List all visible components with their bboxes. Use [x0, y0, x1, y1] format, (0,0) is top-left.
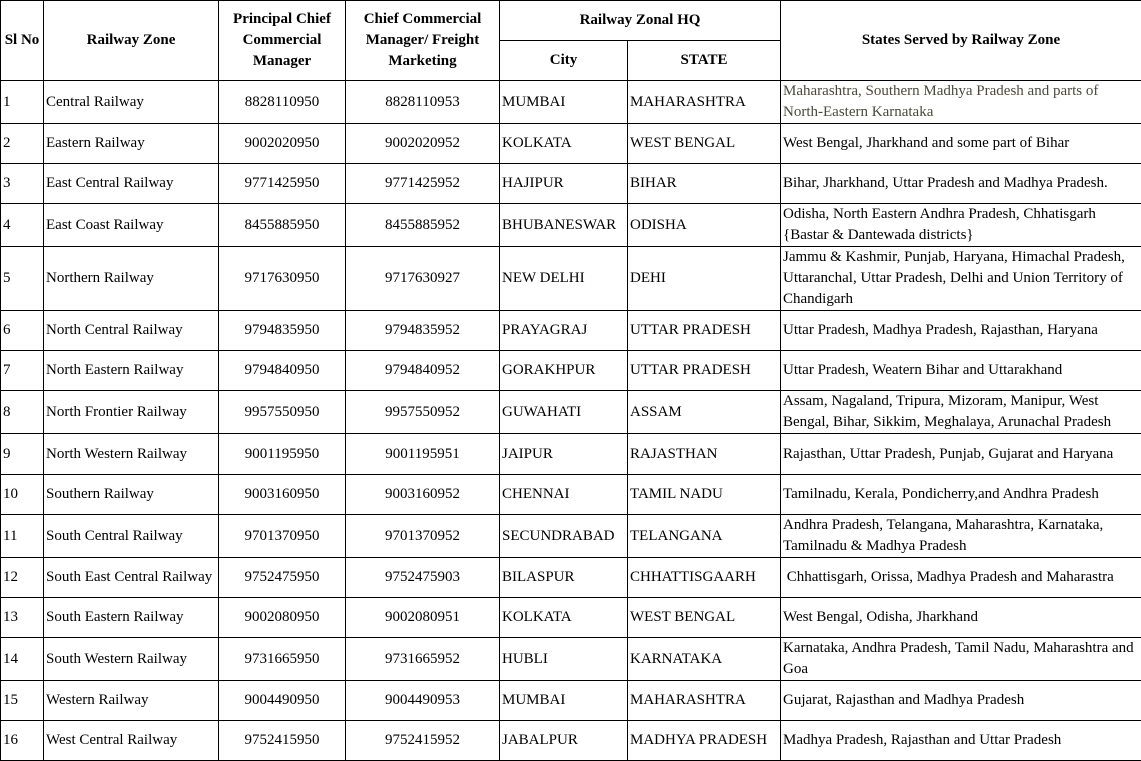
state-cell: UTTAR PRADESH: [628, 311, 781, 351]
table-row: [1, 721, 1141, 761]
city-cell: KOLKATA: [500, 124, 628, 164]
state-cell: TELANGANA: [628, 515, 781, 558]
zone-cell: West Central Railway: [44, 721, 219, 761]
header-railway-zone: Railway Zone: [44, 1, 219, 81]
state-cell: WEST BENGAL: [628, 124, 781, 164]
ccm-phone-cell: 9002020952: [346, 124, 500, 164]
states-served-cell: West Bengal, Odisha, Jharkhand: [781, 598, 1141, 638]
header-principal-chief-commercial-manager: Principal Chief Commercial Manager: [219, 1, 346, 81]
sl-no-cell: 5: [1, 247, 44, 311]
sl-no-cell: 14: [1, 638, 44, 681]
city-cell: MUMBAI: [500, 681, 628, 721]
state-cell: CHHATTISGAARH: [628, 558, 781, 598]
table-row: [1, 351, 1141, 391]
states-served-cell: West Bengal, Jharkhand and some part of Bihar: [781, 124, 1141, 164]
sl-no-cell: 1: [1, 81, 44, 124]
ccm-phone-cell: 9004490953: [346, 681, 500, 721]
city-cell: GUWAHATI: [500, 391, 628, 434]
state-cell: DEHI: [628, 247, 781, 311]
sl-no-cell: 15: [1, 681, 44, 721]
header-states-served: States Served by Railway Zone: [781, 1, 1141, 81]
states-served-cell: Tamilnadu, Kerala, Pondicherry,and Andhra Pradesh: [781, 475, 1141, 515]
table-row: [1, 391, 1141, 434]
pccm-phone-cell: 9004490950: [219, 681, 346, 721]
pccm-phone-cell: 8828110950: [219, 81, 346, 124]
sl-no-cell: 4: [1, 204, 44, 247]
sl-no-cell: 2: [1, 124, 44, 164]
pccm-phone-cell: 8455885950: [219, 204, 346, 247]
zone-cell: East Central Railway: [44, 164, 219, 204]
state-cell: KARNATAKA: [628, 638, 781, 681]
table-row: [1, 681, 1141, 721]
table-row: [1, 124, 1141, 164]
sl-no-cell: 16: [1, 721, 44, 761]
ccm-phone-cell: 8455885952: [346, 204, 500, 247]
pccm-phone-cell: 9752475950: [219, 558, 346, 598]
state-cell: WEST BENGAL: [628, 598, 781, 638]
states-served-cell: Bihar, Jharkhand, Uttar Pradesh and Madhya Pradesh.: [781, 164, 1141, 204]
city-cell: CHENNAI: [500, 475, 628, 515]
state-cell: ASSAM: [628, 391, 781, 434]
zone-cell: Southern Railway: [44, 475, 219, 515]
city-cell: JABALPUR: [500, 721, 628, 761]
zone-cell: North Central Railway: [44, 311, 219, 351]
city-cell: SECUNDRABAD: [500, 515, 628, 558]
header-chief-commercial-manager-freight: Chief Commercial Manager/ Freight Marketing: [346, 1, 500, 81]
ccm-phone-cell: 9771425952: [346, 164, 500, 204]
states-served-cell: Jammu & Kashmir, Punjab, Haryana, Himachal Pradesh, Uttaranchal, Uttar Pradesh, Delhi and Union Territory of Chandigarh: [781, 247, 1141, 311]
state-cell: BIHAR: [628, 164, 781, 204]
pccm-phone-cell: 9731665950: [219, 638, 346, 681]
city-cell: BHUBANESWAR: [500, 204, 628, 247]
header-row-top: [1, 1, 1141, 41]
states-served-cell: Assam, Nagaland, Tripura, Mizoram, Manipur, West Bengal, Bihar, Sikkim, Meghalaya, Arunachal Pradesh: [781, 391, 1141, 434]
city-cell: BILASPUR: [500, 558, 628, 598]
states-served-cell: Andhra Pradesh, Telangana, Maharashtra, Karnataka, Tamilnadu & Madhya Pradesh: [781, 515, 1141, 558]
states-served-cell: Uttar Pradesh, Weatern Bihar and Uttarakhand: [781, 351, 1141, 391]
city-cell: GORAKHPUR: [500, 351, 628, 391]
states-served-cell: Madhya Pradesh, Rajasthan and Uttar Pradesh: [781, 721, 1141, 761]
table-row: [1, 311, 1141, 351]
city-cell: KOLKATA: [500, 598, 628, 638]
table-row: [1, 434, 1141, 475]
table-row: [1, 598, 1141, 638]
zone-cell: East Coast Railway: [44, 204, 219, 247]
header-zonal-hq: Railway Zonal HQ: [500, 1, 781, 41]
sl-no-cell: 10: [1, 475, 44, 515]
zone-cell: South Central Railway: [44, 515, 219, 558]
state-cell: MAHARASHTRA: [628, 81, 781, 124]
pccm-phone-cell: 9717630950: [219, 247, 346, 311]
ccm-phone-cell: 9701370952: [346, 515, 500, 558]
header-sl-no: Sl No: [1, 1, 44, 81]
ccm-phone-cell: 9731665952: [346, 638, 500, 681]
zone-cell: South Western Railway: [44, 638, 219, 681]
states-served-cell: Rajasthan, Uttar Pradesh, Punjab, Gujarat and Haryana: [781, 434, 1141, 475]
zone-cell: South East Central Railway: [44, 558, 219, 598]
state-cell: TAMIL NADU: [628, 475, 781, 515]
sl-no-cell: 7: [1, 351, 44, 391]
ccm-phone-cell: 9794835952: [346, 311, 500, 351]
state-cell: RAJASTHAN: [628, 434, 781, 475]
ccm-phone-cell: 8828110953: [346, 81, 500, 124]
pccm-phone-cell: 9002020950: [219, 124, 346, 164]
states-served-cell: Maharashtra, Southern Madhya Pradesh and parts of North-Eastern Karnataka: [781, 81, 1141, 124]
pccm-phone-cell: 9752415950: [219, 721, 346, 761]
city-cell: HAJIPUR: [500, 164, 628, 204]
table-row: [1, 164, 1141, 204]
state-cell: MADHYA PRADESH: [628, 721, 781, 761]
states-served-cell: Uttar Pradesh, Madhya Pradesh, Rajasthan, Haryana: [781, 311, 1141, 351]
ccm-phone-cell: 9001195951: [346, 434, 500, 475]
sl-no-cell: 3: [1, 164, 44, 204]
ccm-phone-cell: 9752415952: [346, 721, 500, 761]
ccm-phone-cell: 9717630927: [346, 247, 500, 311]
table-row: [1, 638, 1141, 681]
zone-cell: North Western Railway: [44, 434, 219, 475]
zone-cell: Eastern Railway: [44, 124, 219, 164]
ccm-phone-cell: 9002080951: [346, 598, 500, 638]
ccm-phone-cell: 9957550952: [346, 391, 500, 434]
city-cell: NEW DELHI: [500, 247, 628, 311]
pccm-phone-cell: 9794835950: [219, 311, 346, 351]
pccm-phone-cell: 9701370950: [219, 515, 346, 558]
sl-no-cell: 12: [1, 558, 44, 598]
city-cell: PRAYAGRAJ: [500, 311, 628, 351]
zone-cell: Northern Railway: [44, 247, 219, 311]
pccm-phone-cell: 9001195950: [219, 434, 346, 475]
pccm-phone-cell: 9003160950: [219, 475, 346, 515]
header-state: STATE: [628, 41, 781, 81]
pccm-phone-cell: 9002080950: [219, 598, 346, 638]
sl-no-cell: 11: [1, 515, 44, 558]
table-row: [1, 204, 1141, 247]
zone-cell: North Eastern Railway: [44, 351, 219, 391]
table-row: [1, 515, 1141, 558]
states-served-cell: Gujarat, Rajasthan and Madhya Pradesh: [781, 681, 1141, 721]
city-cell: MUMBAI: [500, 81, 628, 124]
sl-no-cell: 9: [1, 434, 44, 475]
table-row: [1, 81, 1141, 124]
pccm-phone-cell: 9771425950: [219, 164, 346, 204]
ccm-phone-cell: 9794840952: [346, 351, 500, 391]
header-city: City: [500, 41, 628, 81]
states-served-cell: Chhattisgarh, Orissa, Madhya Pradesh and Maharastra: [781, 558, 1141, 598]
ccm-phone-cell: 9003160952: [346, 475, 500, 515]
ccm-phone-cell: 9752475903: [346, 558, 500, 598]
states-served-cell: Odisha, North Eastern Andhra Pradesh, Chhatisgarh {Bastar & Dantewada districts}: [781, 204, 1141, 247]
zone-cell: South Eastern Railway: [44, 598, 219, 638]
sl-no-cell: 6: [1, 311, 44, 351]
sl-no-cell: 8: [1, 391, 44, 434]
city-cell: JAIPUR: [500, 434, 628, 475]
zone-cell: North Frontier Railway: [44, 391, 219, 434]
state-cell: UTTAR PRADESH: [628, 351, 781, 391]
pccm-phone-cell: 9794840950: [219, 351, 346, 391]
table-row: [1, 558, 1141, 598]
zone-cell: Central Railway: [44, 81, 219, 124]
table-row: [1, 475, 1141, 515]
pccm-phone-cell: 9957550950: [219, 391, 346, 434]
table-row: [1, 247, 1141, 311]
state-cell: ODISHA: [628, 204, 781, 247]
sl-no-cell: 13: [1, 598, 44, 638]
state-cell: MAHARASHTRA: [628, 681, 781, 721]
zone-cell: Western Railway: [44, 681, 219, 721]
city-cell: HUBLI: [500, 638, 628, 681]
states-served-cell: Karnataka, Andhra Pradesh, Tamil Nadu, Maharashtra and Goa: [781, 638, 1141, 681]
